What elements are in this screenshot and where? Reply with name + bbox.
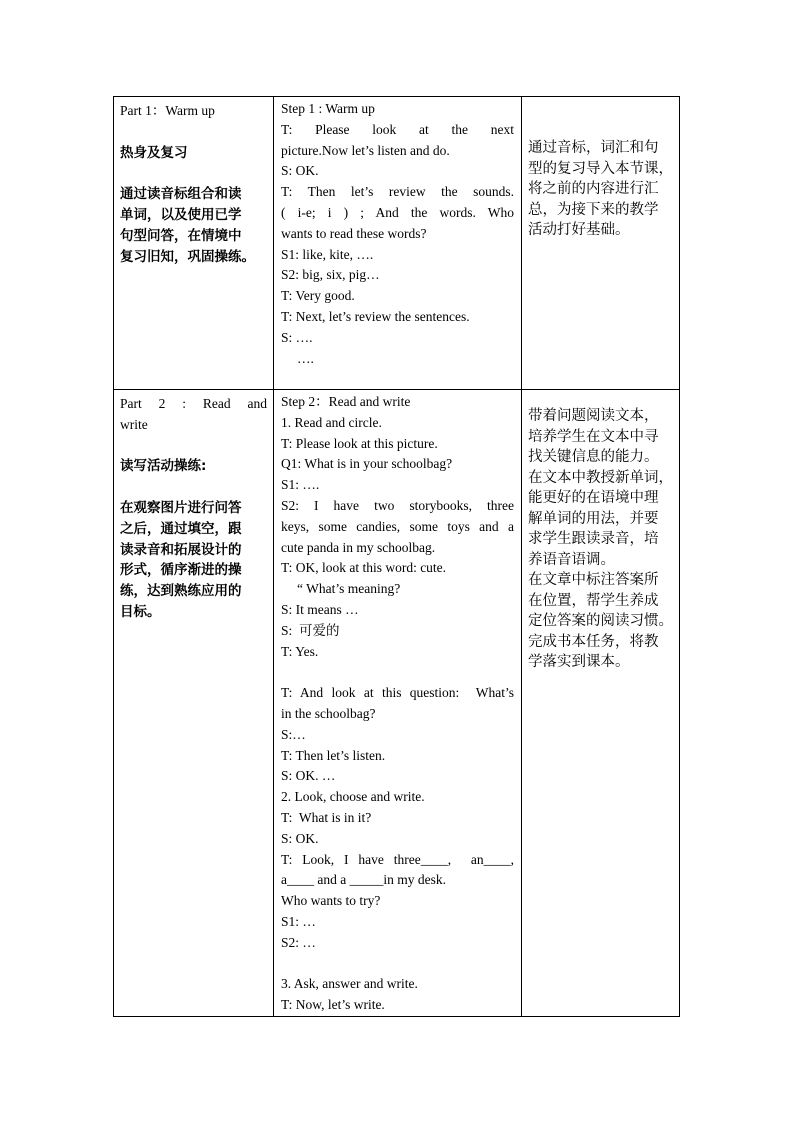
purpose-line: 能更好的在语境中理 (528, 490, 659, 506)
procedure-line: Step 1 : Warm up (281, 101, 375, 116)
stage-description-line: 复习旧知，巩固操练。 (120, 248, 255, 265)
procedure-line: S1: … (281, 913, 316, 929)
procedure-line: T: Next, let’s review the sentences. (281, 308, 470, 324)
procedure-line: a____ and a _____in my desk. (281, 872, 446, 888)
procedure-line: wants to read these words? (281, 225, 427, 241)
procedure-line: T: OK, look at this word: cute. (281, 560, 447, 576)
procedure-line: T: Then let’s review the sounds. (281, 184, 514, 200)
purpose-line: 完成书本任务，将教 (528, 633, 659, 650)
stage-description-line: 之后，通过填空，跟 (120, 520, 242, 537)
purpose-line: 在位置，帮学生养成 (528, 592, 659, 609)
procedure-line: S: It means … (281, 601, 359, 617)
procedure-line: S: 可爱的 (281, 622, 340, 638)
procedure-line: Q1: What is in your schoolbag? (281, 456, 453, 472)
procedure-line: T: What is in it? (281, 809, 372, 825)
procedure-line: Step 2：Read and write (281, 394, 411, 409)
purpose-line: 将之前的内容进行汇 (528, 181, 659, 197)
procedure-line: picture.Now let’s listen and do. (281, 142, 450, 158)
stage-description-line: 目标。 (120, 603, 161, 620)
purpose-line: 在文本中教授新单词， (528, 469, 673, 486)
procedure-line: in the schoolbag? (281, 705, 376, 721)
procedure-line: 2. Look, choose and write. (281, 789, 425, 805)
procedure-line: T: Very good. (281, 288, 355, 304)
stage-description-line: 练，达到熟练应用的 (120, 583, 242, 600)
stage-heading: 读写活动操练: (120, 458, 207, 475)
row2-stage-cell (114, 390, 274, 1017)
procedure-line: T: And look at this question: What’s (281, 685, 514, 701)
procedure-line (281, 662, 514, 683)
table-row (114, 390, 680, 1017)
procedure-line: S2: I have two storybooks, three (281, 497, 514, 513)
purpose-line: 培养学生在文本中寻 (528, 428, 659, 445)
procedure-line: S: OK. (281, 830, 319, 846)
purpose-line: 学落实到课本。 (528, 654, 630, 670)
procedure-line: 1. Read and circle. (281, 414, 382, 430)
purpose-line: 在文章中标注答案所 (528, 572, 659, 588)
procedure-line: T: Please look at the next (281, 121, 514, 137)
procedure-line: T: Please look at this picture. (281, 435, 438, 451)
purpose-line: 找关键信息的能力。 (528, 449, 659, 465)
row1-purpose-cell (522, 97, 680, 390)
purpose-line: 通过音标，词汇和句 (528, 140, 659, 156)
stage-title: write (120, 416, 148, 432)
purpose-line: 总，为接下来的教学 (528, 201, 659, 218)
stage-description-line: 单词，以及使用已学 (120, 206, 242, 223)
purpose-line: 活动打好基础。 (528, 222, 630, 238)
procedure-line: S: OK. … (281, 768, 336, 784)
purpose-line: 解单词的用法，并要 (528, 510, 659, 527)
lesson-plan-table (113, 96, 680, 1017)
table-row (114, 97, 680, 390)
procedure-line: S: OK. (281, 163, 319, 179)
stage-description-line: 读录音和拓展设计的 (120, 541, 242, 558)
procedure-line: S1: like, kite, …. (281, 246, 374, 262)
procedure-line: S2: … (281, 934, 316, 950)
row1-procedure-cell (274, 97, 522, 390)
procedure-line: ( i-e; i ) ; And the words. Who (281, 204, 514, 220)
purpose-line: 型的复习导入本节课， (528, 160, 673, 177)
stage-title: Part 2 : Read and (120, 396, 267, 411)
procedure-line: cute panda in my schoolbag. (281, 539, 436, 555)
stage-description-line: 通过读音标组合和读 (120, 186, 242, 203)
stage-description-line: 在观察图片进行问答 (120, 499, 242, 516)
procedure-line: “ What’s meaning? (297, 581, 401, 597)
stage-title: Part 1：Warm up (120, 103, 215, 118)
procedure-line: T: Yes. (281, 643, 319, 659)
stage-description-line: 句型问答，在情境中 (120, 227, 242, 244)
procedure-line (281, 954, 514, 975)
procedure-line: S:… (281, 726, 306, 742)
procedure-line: Who wants to try? (281, 893, 381, 909)
procedure-line: S2: big, six, pig… (281, 267, 380, 283)
stage-description-line: 形式，循序渐进的操 (120, 562, 242, 579)
row2-procedure-cell (274, 390, 522, 1017)
procedure-line: keys, some candies, some toys and a (281, 518, 514, 534)
row1-stage-cell (114, 97, 274, 390)
procedure-line: T: Then let’s listen. (281, 747, 386, 763)
purpose-line: 定位答案的阅读习惯。 (528, 613, 673, 629)
purpose-line: 求学生跟读录音，培 (528, 531, 659, 547)
purpose-line: 养语音语调。 (528, 551, 615, 568)
procedure-line: T: Now, let’s write. (281, 997, 385, 1013)
procedure-line: 3. Ask, answer and write. (281, 976, 418, 992)
procedure-line: S: …. (281, 329, 313, 345)
purpose-line: 带着问题阅读文本， (528, 408, 659, 424)
row2-purpose-cell (522, 390, 680, 1017)
procedure-line: S1: …. (281, 477, 320, 493)
procedure-line: T: Look, I have three____, an____, (281, 851, 514, 867)
procedure-line: …. (297, 350, 314, 366)
stage-heading: 热身及复习 (120, 144, 188, 161)
